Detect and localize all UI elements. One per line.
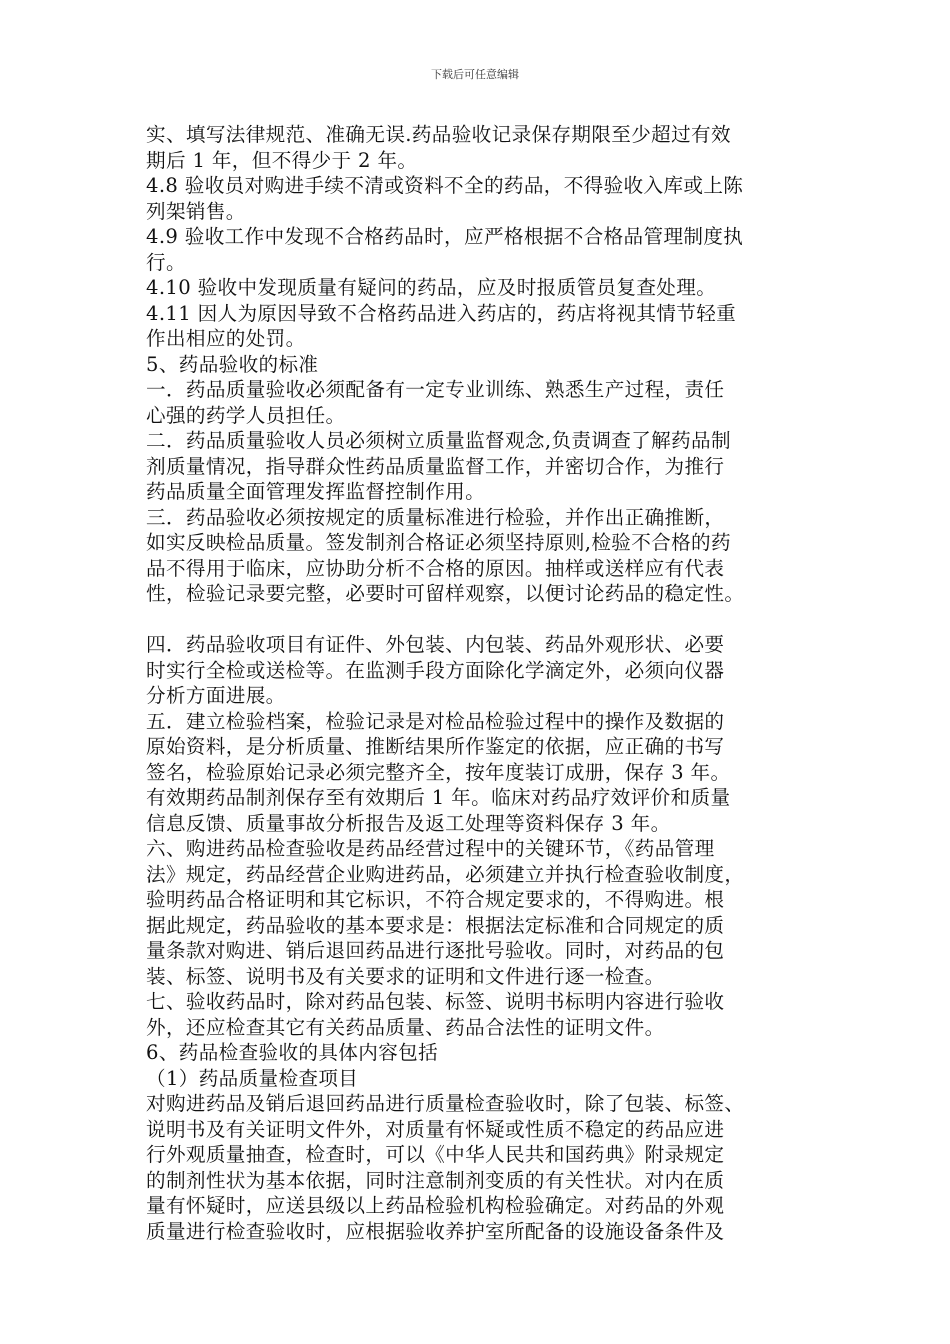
text-line: 4.10 验收中发现质量有疑问的药品，应及时报质管员复查处理。: [146, 276, 717, 299]
text-line: 行。: [146, 250, 186, 274]
text-line: 信息反馈、质量事故分析报告及返工处理等资料保存 3 年。: [146, 811, 671, 835]
text-line: 一．药品质量验收必须配备有一定专业训练、熟悉生产过程，责任: [146, 378, 725, 401]
text-line: 心强的药学人员担任。: [146, 403, 346, 427]
text-line: 三．药品验收必须按规定的质量标准进行检验，并作出正确推断，: [146, 505, 725, 529]
text-line: 的制剂性状为基本依据，同时注意制剂变质的有关性状。对内在质: [146, 1168, 725, 1192]
text-line: 作出相应的处罚。: [146, 327, 306, 350]
text-line: 有效期药品制剂保存至有效期后 1 年。临床对药品疗效评价和质量: [146, 786, 731, 809]
text-line: 品不得用于临床，应协助分析不合格的原因。抽样或送样应有代表: [146, 556, 725, 580]
text-line: 如实反映检品质量。签发制剂合格证必须坚持原则,检验不合格的药: [146, 531, 731, 554]
text-line: 质量进行检查验收时，应根据验收养护室所配备的设施设备条件及: [146, 1219, 725, 1243]
blank-line: [146, 607, 824, 633]
text-line: 5、药品验收的标准: [146, 352, 319, 376]
text-line: 实、填写法律规范、准确无误.药品验收记录保存期限至少超过有效: [146, 123, 731, 146]
text-line: 列架销售。: [146, 199, 246, 223]
text-line: 签名，检验原始记录必须完整齐全，按年度装订成册，保存 3 年。: [146, 760, 731, 784]
text-line: （1）药品质量检查项目: [146, 1066, 359, 1090]
text-line: 4.9 验收工作中发现不合格药品时，应严格根据不合格品管理制度执: [146, 225, 744, 248]
text-line: 量有怀疑时，应送县级以上药品检验机构检验确定。对药品的外观: [146, 1194, 725, 1217]
text-line: 五．建立检验档案，检验记录是对检品检验过程中的操作及数据的: [146, 709, 725, 733]
text-line: 时实行全检或送检等。在监测手段方面除化学滴定外，必须向仪器: [146, 658, 725, 682]
text-line: 4.11 因人为原因导致不合格药品进入药店的，药店将视其情节轻重: [146, 301, 737, 325]
text-line: 据此规定，药品验收的基本要求是：根据法定标准和合同规定的质: [146, 913, 725, 937]
text-line: 行外观质量抽查，检查时，可以《中华人民共和国药典》附录规定: [146, 1143, 725, 1166]
text-line: 药品质量全面管理发挥监督控制作用。: [146, 480, 486, 503]
text-line: 对购进药品及销后退回药品进行质量检查验收时，除了包装、标签、: [146, 1092, 745, 1115]
text-line: 期后 1 年，但不得少于 2 年。: [146, 148, 418, 172]
text-line: 外，还应检查其它有关药品质量、药品合法性的证明文件。: [146, 1015, 665, 1039]
text-line: 性，检验记录要完整，必要时可留样观察，以便讨论药品的稳定性。: [146, 582, 745, 605]
text-line: 六、购进药品检查验收是药品经营过程中的关键环节，《药品管理: [146, 837, 715, 860]
text-line: 量条款对购进、销后退回药品进行逐批号验收。同时，对药品的包: [146, 939, 725, 962]
text-line: 二．药品质量验收人员必须树立质量监督观念,负责调查了解药品制: [146, 429, 731, 452]
page-header: 下载后可任意编辑: [431, 68, 519, 81]
text-line: 4.8 验收员对购进手续不清或资料不全的药品，不得验收入库或上陈: [146, 174, 744, 197]
text-line: 验明药品合格证明和其它标识，不符合规定要求的，不得购进。根: [146, 888, 725, 911]
text-line: 装、标签、说明书及有关要求的证明和文件进行逐一检查。: [146, 964, 665, 988]
text-line: 七、验收药品时，除对药品包装、标签、说明书标明内容进行验收: [146, 990, 725, 1013]
text-line: 四．药品验收项目有证件、外包装、内包装、药品外观形状、必要: [146, 633, 725, 656]
text-line: 分析方面进展。: [146, 684, 286, 707]
document-body: [146, 122, 824, 1244]
text-line: 剂质量情况，指导群众性药品质量监督工作，并密切合作，为推行: [146, 454, 725, 478]
text-line: 原始资料，是分析质量、推断结果所作鉴定的依据，应正确的书写: [146, 735, 725, 758]
text-line: 6、药品检查验收的具体内容包括: [146, 1041, 439, 1064]
text-line: 说明书及有关证明文件外，对质量有怀疑或性质不稳定的药品应进: [146, 1117, 725, 1141]
text-line: 法》规定，药品经营企业购进药品，必须建立并执行检查验收制度，: [146, 862, 745, 886]
